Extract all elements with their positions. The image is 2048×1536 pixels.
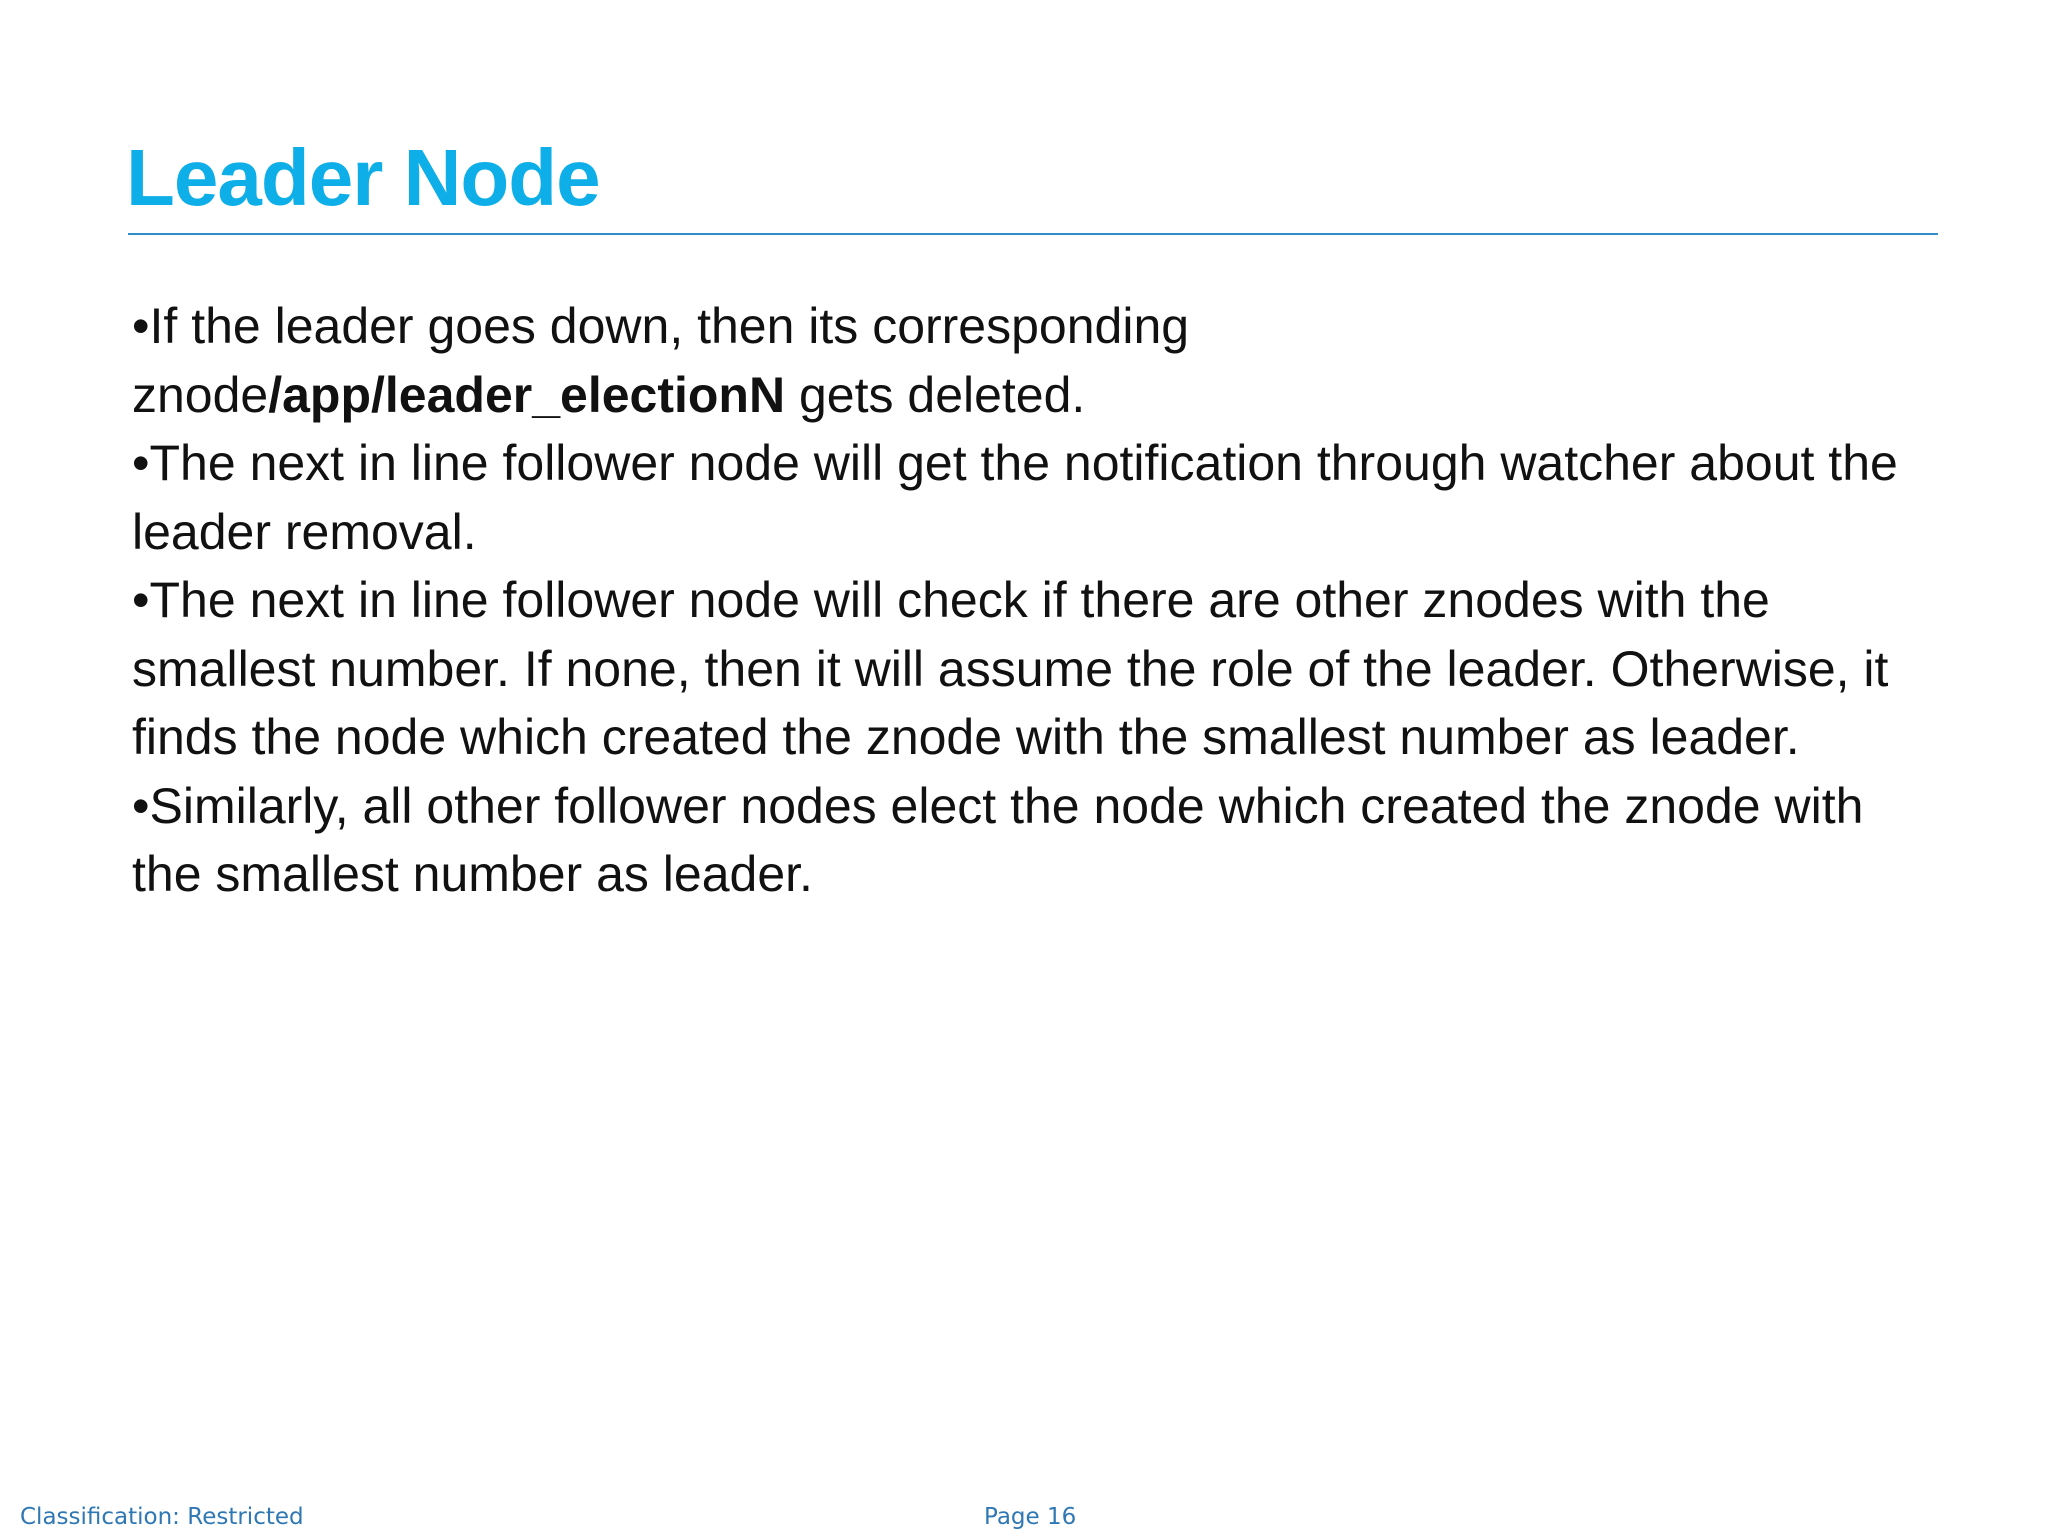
bullet-text: If the leader goes down, then its corresponding <box>149 298 1190 354</box>
slide-body <box>132 292 1932 909</box>
bullet-marker: • <box>132 435 150 491</box>
bullet-marker: • <box>132 572 150 628</box>
bullet-text-suffix: gets deleted. <box>785 366 1086 423</box>
classification-label: Classification: Restricted <box>20 1504 304 1530</box>
bullet-text: Similarly, all other follower nodes elect the node which created the znode with the smallest number as leader. <box>132 777 1864 902</box>
bullet-marker: • <box>132 298 150 354</box>
bullet-text-prefix: znode <box>132 366 269 423</box>
bullet-paragraph-4 <box>132 772 1932 909</box>
bullet-paragraph-2 <box>132 429 1932 566</box>
bullet-paragraph-3 <box>132 566 1932 772</box>
page-number: Page 16 <box>984 1504 1077 1530</box>
title-divider <box>128 233 1938 235</box>
bullet-text: The next in line follower node will get the notification through watcher about the leader removal. <box>132 435 1898 560</box>
bullet-marker: • <box>132 777 150 834</box>
bullet-paragraph-1 <box>132 292 1932 429</box>
znode-path: /app/leader_electionN <box>268 366 786 423</box>
bullet-text: The next in line follower node will check if there are other znodes with the smallest number. If none, then it will assume the role of the leader. Otherwise, it finds the node which created the znode with the smallest number as leader. <box>132 572 1889 765</box>
slide-title: Leader Node <box>126 133 600 222</box>
